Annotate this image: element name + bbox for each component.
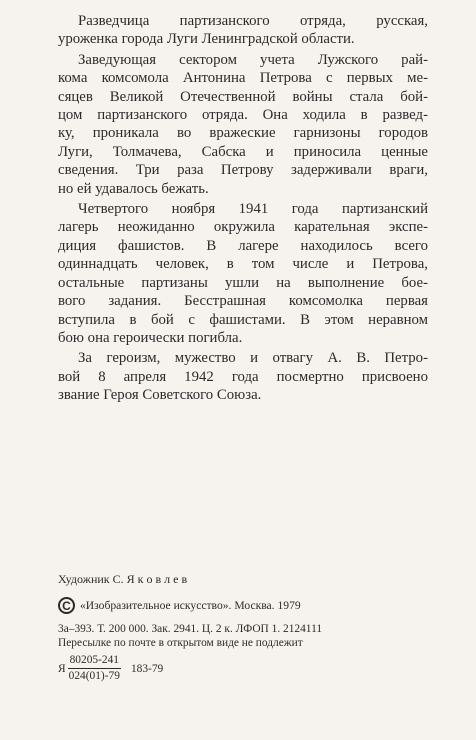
paragraph-4	[58, 349, 428, 404]
text-line: сяцев Великой Отечественной войны стала бой-	[58, 88, 428, 105]
text-line: Четвертого ноября 1941 года партизанский	[78, 201, 428, 218]
artist-credit: Художник С. Я к о в л е в	[58, 572, 188, 586]
text-line: кома комсомола Антонина Петрова с первых ме-	[58, 70, 428, 87]
index-numerator: 80205-241	[68, 654, 121, 669]
text-line: сведения. Три раза Петрову задерживали враги,	[58, 162, 428, 179]
text-line: одиннадцать человек, в том числе и Петрова,	[58, 256, 428, 273]
index-prefix: Я	[58, 662, 66, 675]
text-line: остальные партизаны ушли на выполнение бое-	[58, 274, 428, 291]
mailing-note: Пересылке по почте в открытом виде не подлежит	[58, 637, 303, 649]
publisher-text: «Изобразительное искусство». Москва. 1979	[80, 599, 301, 612]
text-line: лагерь неожиданно окружила карательная экспе-	[58, 219, 428, 236]
text-line: Разведчица партизанского отряда, русская,	[78, 13, 428, 29]
index-fraction	[68, 654, 121, 683]
paragraph-3	[58, 200, 428, 347]
text-line: звание Героя Советского Союза.	[58, 387, 262, 404]
text-line: но ей удавалось бежать.	[58, 180, 209, 197]
text-line: цом партизанского отряда. Она ходила в развед-	[58, 107, 428, 124]
catalog-index	[58, 654, 163, 683]
paragraph-2	[58, 51, 428, 198]
paragraph-1	[58, 12, 428, 49]
text-line: вступила в бой с фашистами. В этом неравном	[58, 311, 428, 328]
biography-text	[58, 12, 428, 405]
text-line: бою она героически погибла.	[58, 329, 243, 346]
text-line: уроженка города Луги Ленинградской области.	[58, 31, 355, 48]
text-line: ку, проникала во вражеские гарнизоны городов	[58, 125, 428, 142]
text-line: Заведующая сектором учета Лужского рай-	[78, 51, 428, 68]
text-line: вой 8 апреля 1942 года посмертно присвоено	[58, 368, 428, 385]
text-line: вого задания. Бесстрашная комсомолка первая	[58, 293, 428, 310]
index-code: 183-79	[130, 662, 164, 675]
text-line: диция фашистов. В лагере находилось всего	[58, 237, 428, 254]
publisher-line	[58, 597, 301, 614]
copyright-icon: C	[58, 597, 75, 614]
text-line: За героизм, мужество и отвагу А. В. Петро-	[78, 350, 428, 367]
text-line: Луги, Толмачева, Сабска и приносила ценные	[58, 143, 428, 160]
index-denominator: 024(01)-79	[68, 670, 120, 682]
print-details: 3а–393. Т. 200 000. Зак. 2941. Ц. 2 к. ЛФОП 1. 2124111	[58, 623, 323, 635]
print-info	[58, 622, 322, 650]
